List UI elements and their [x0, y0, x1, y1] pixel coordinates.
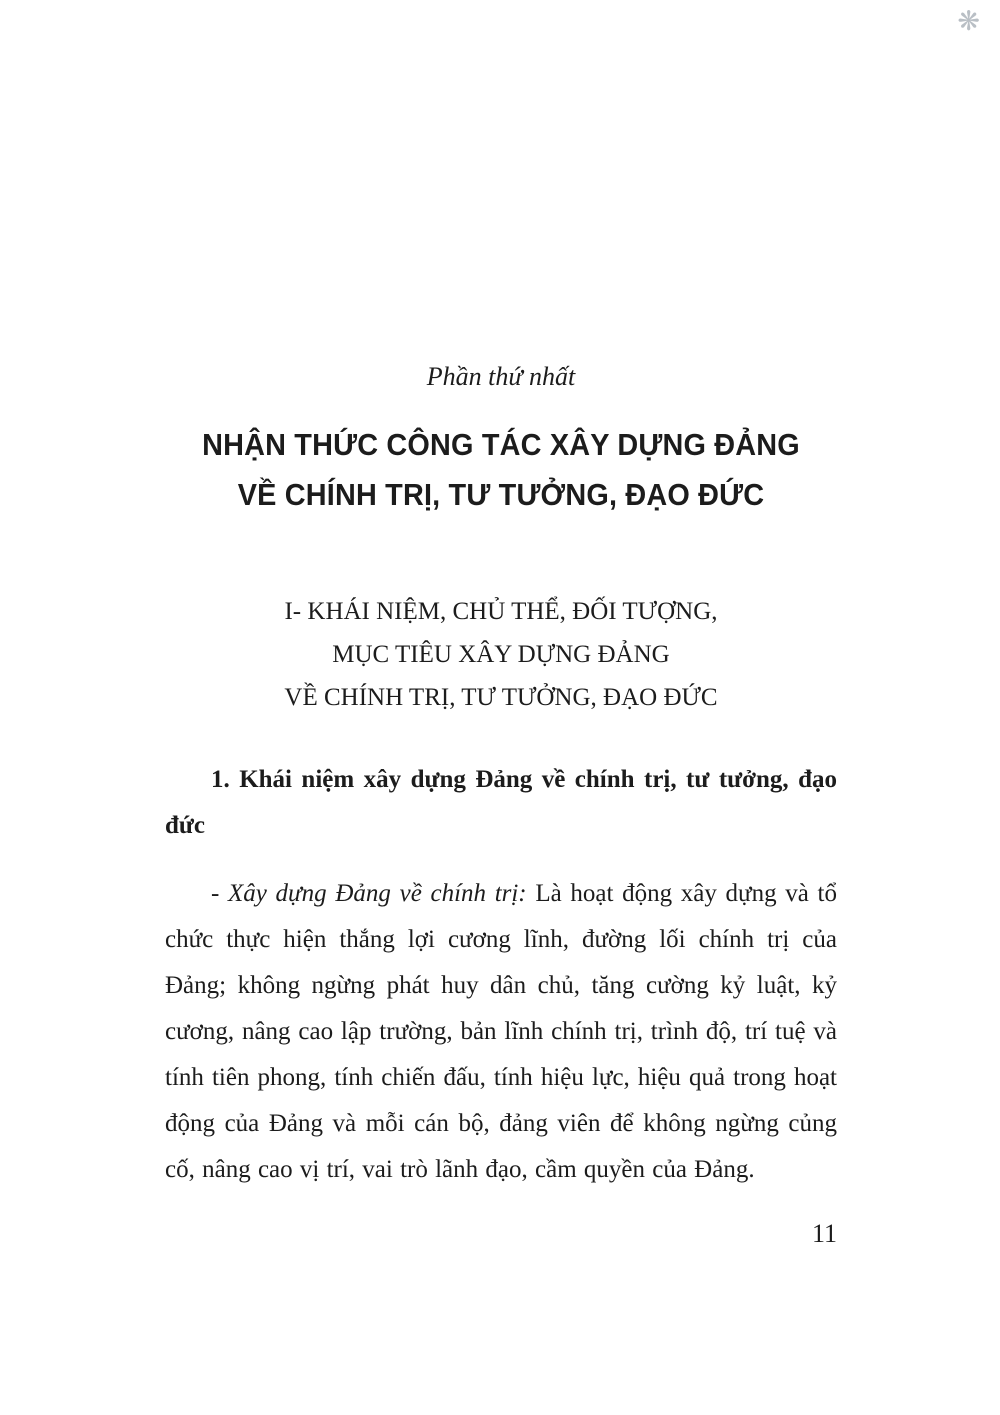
paragraph-lead-italic: - Xây dựng Đảng về chính trị:: [211, 880, 527, 907]
part-label: Phần thứ nhất: [426, 362, 576, 391]
paragraph-body-text: Là hoạt động xây dựng và tổ chức thực hiện thắng lợi cương lĩnh, đường lối chính trị của Đảng; không ngừng phát huy dân chủ, tăng cường kỷ luật, kỷ cương, nâng cao lập trường, bản lĩnh chính trị, trình độ, trí tuệ và tính tiên phong, tính chiến đấu, tính hiệu lực, hiệu quả trong hoạt động của Đảng và mỗi cán bộ, đảng viên để không ngừng củng cố, nâng cao vị trí, vai trò lãnh đạo, cầm quyền của Đảng.: [165, 880, 837, 1183]
page-number: 11: [811, 1219, 837, 1248]
section-heading-line-3: VỀ CHÍNH TRỊ, TƯ TƯỞNG, ĐẠO ĐỨC: [284, 684, 718, 711]
chapter-title-line-2: VỀ CHÍNH TRỊ, TƯ TƯỞNG, ĐẠO ĐỨC: [237, 477, 765, 512]
flower-ornament-icon: ❋: [957, 6, 980, 37]
chapter-title-line-1: NHẬN THỨC CÔNG TÁC XÂY DỰNG ĐẢNG: [202, 427, 800, 462]
section-heading-line-2: MỤC TIÊU XÂY DỰNG ĐẢNG: [332, 641, 670, 668]
section-heading-line-1: I- KHÁI NIỆM, CHỦ THỂ, ĐỐI TƯỢNG,: [284, 598, 718, 625]
subsection-heading: 1. Khái niệm xây dựng Đảng về chính trị, tư tưởng, đạo đức: [165, 766, 837, 839]
chapter-title: [165, 420, 837, 520]
section-heading: [165, 590, 837, 719]
body-paragraph: [165, 871, 837, 1193]
